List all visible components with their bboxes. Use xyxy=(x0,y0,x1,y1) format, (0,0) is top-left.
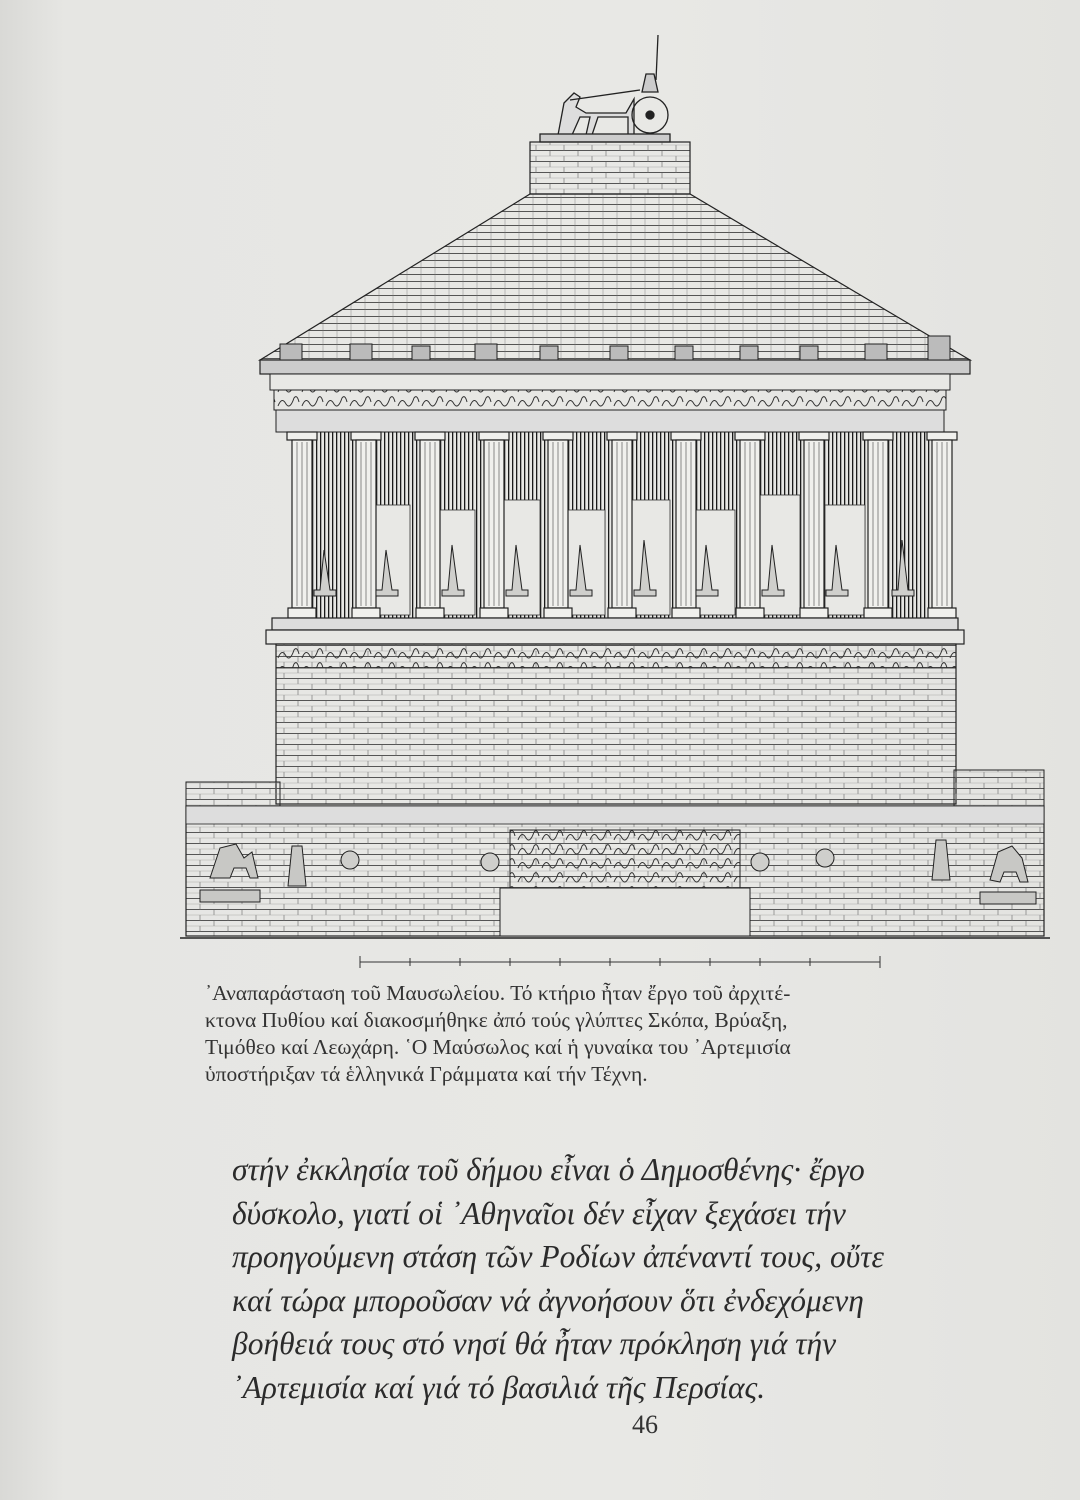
ionic-column xyxy=(735,432,765,618)
ionic-column xyxy=(607,432,637,618)
ionic-column xyxy=(479,432,509,618)
relief-panel xyxy=(510,830,740,890)
ionic-column xyxy=(799,432,829,618)
ionic-column xyxy=(863,432,893,618)
ionic-column xyxy=(543,432,573,618)
ionic-column xyxy=(927,432,957,618)
scale-bar xyxy=(360,956,880,968)
body-line: καί τώρα μποροῦσαν νά ἀγνοήσουν ὅτι ἐνδεχόμενη xyxy=(232,1282,864,1318)
body-line: προηγούμενη στάση τῶν Ροδίων ἀπέναντί τους, οὔτε xyxy=(232,1239,884,1274)
ionic-column xyxy=(415,432,445,618)
mausoleum-illustration xyxy=(180,30,1050,975)
body-paragraph xyxy=(232,1148,1042,1409)
quadriga-sculpture xyxy=(540,35,670,142)
figure-caption xyxy=(205,980,1035,1088)
body-line: στήν ἐκκλησία τοῦ δήμου εἶναι ὁ Δημοσθένης· ἔργο xyxy=(232,1152,865,1187)
caption-line: ᾿Αναπαράσταση τοῦ Μαυσωλείου. Τό κτήριο ἦταν ἔργο τοῦ ἀρχιτέ- xyxy=(205,981,791,1005)
caption-line: Τιμόθεο καί Λεωχάρη. ῾Ο Μαύσωλος καί ἡ γυναίκα του ᾿Αρτεμισία xyxy=(205,1035,791,1059)
caption-line: κτονα Πυθίου καί διακοσμήθηκε ἀπό τούς γλύπτες Σκόπα, Βρύαξη, xyxy=(205,1008,788,1032)
page-number: 46 xyxy=(632,1410,658,1439)
body-line: βοήθειά τους στό νησί θά ἦταν πρόκληση γιά τήν xyxy=(232,1326,837,1361)
caption-line: ὑποστήριξαν τά ἑλληνικά Γράμματα καί τήν Τέχνη. xyxy=(205,1062,648,1086)
pyramid-roof xyxy=(260,194,970,360)
body-line: ᾿Αρτεμισία καί γιά τό βασιλιά τῆς Περσίας. xyxy=(232,1369,766,1405)
ionic-column xyxy=(287,432,317,618)
body-line: δύσκολο, γιατί οἱ ᾿Αθηναῖοι δέν εἶχαν ξεχάσει τήν xyxy=(232,1195,846,1231)
